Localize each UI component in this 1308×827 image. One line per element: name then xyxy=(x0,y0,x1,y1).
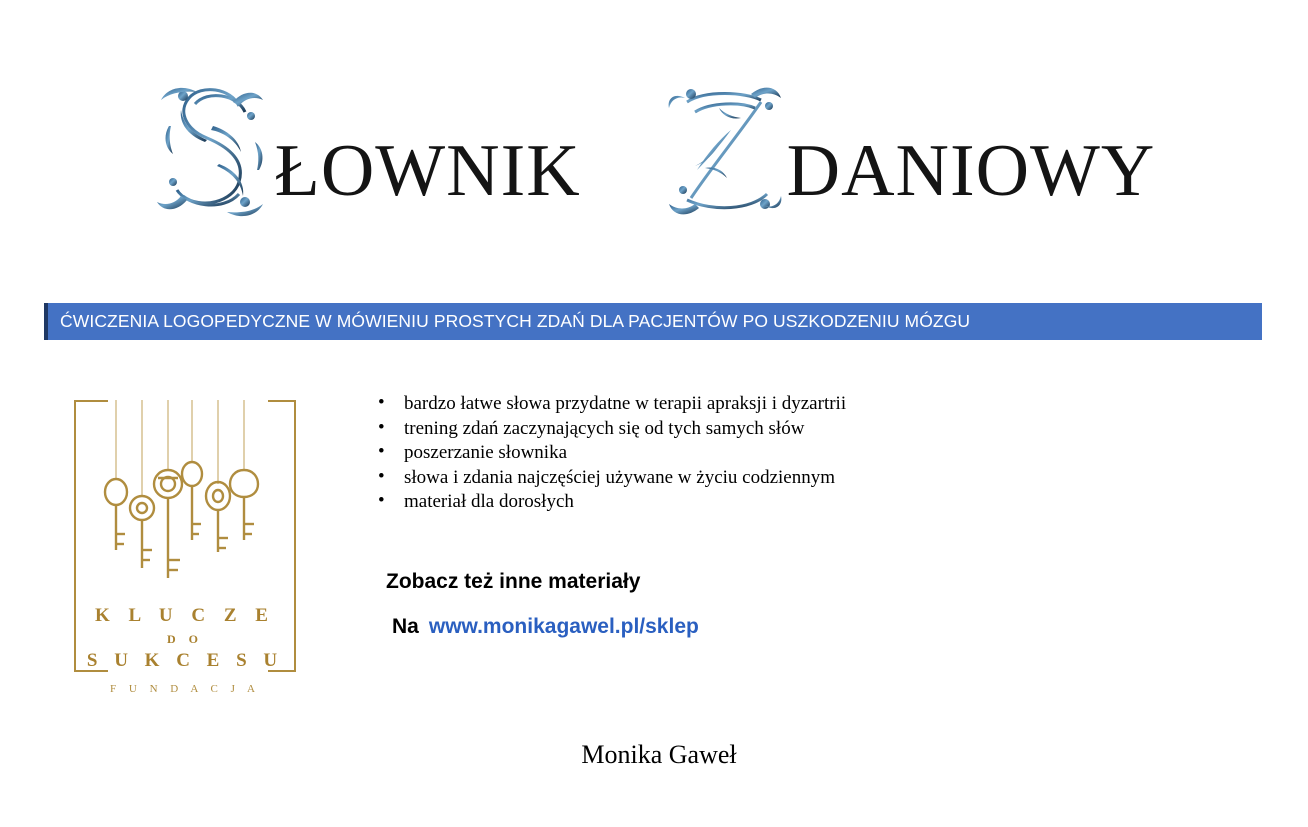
logo-wordmark xyxy=(74,605,296,672)
title-text-slownik: ŁOWNIK xyxy=(274,130,581,212)
page-title xyxy=(0,72,1308,242)
list-item: • bardzo łatwe słowa przydatne w terapii apraksji i dyzartrii xyxy=(372,392,1152,417)
title-text-zdaniowy: DANIOWY xyxy=(786,130,1156,212)
shop-link[interactable]: www.monikagawel.pl/sklep xyxy=(428,615,699,638)
promo-prefix: Na xyxy=(392,615,419,638)
decorative-initial-s-icon xyxy=(153,72,275,232)
list-item: • poszerzanie słownika xyxy=(372,441,1152,466)
decorative-initial-z-icon xyxy=(665,72,787,232)
list-item: • materiał dla dorosłych xyxy=(372,490,1152,515)
author-name xyxy=(0,740,1308,770)
list-item: • słowa i zdania najczęściej używane w życiu codziennym xyxy=(372,466,1152,491)
logo-line-klucze: K L U C Z E xyxy=(95,605,275,626)
logo-line-fundacja: F U N D A C J A xyxy=(110,683,260,695)
author-text: Monika Gaweł xyxy=(581,740,737,769)
list-item: • trening zdań zaczynających się od tych samych słów xyxy=(372,417,1152,442)
title-word-slownik xyxy=(153,72,581,232)
subtitle-banner xyxy=(44,303,1262,340)
foundation-logo xyxy=(74,400,304,700)
promo-link-line xyxy=(392,615,699,639)
feature-list xyxy=(372,392,1152,515)
logo-line-do: D O xyxy=(167,632,203,646)
promo-heading: Zobacz też inne materiały xyxy=(386,570,641,593)
logo-line-sukcesu: S U K C E S U xyxy=(86,650,284,671)
subtitle-text: ĆWICZENIA LOGOPEDYCZNE W MÓWIENIU PROSTYCH ZDAŃ DLA PACJENTÓW PO USZKODZENIU MÓZGU xyxy=(60,311,971,331)
title-word-zdaniowy xyxy=(665,72,1156,232)
hanging-keys-icon xyxy=(84,400,284,595)
